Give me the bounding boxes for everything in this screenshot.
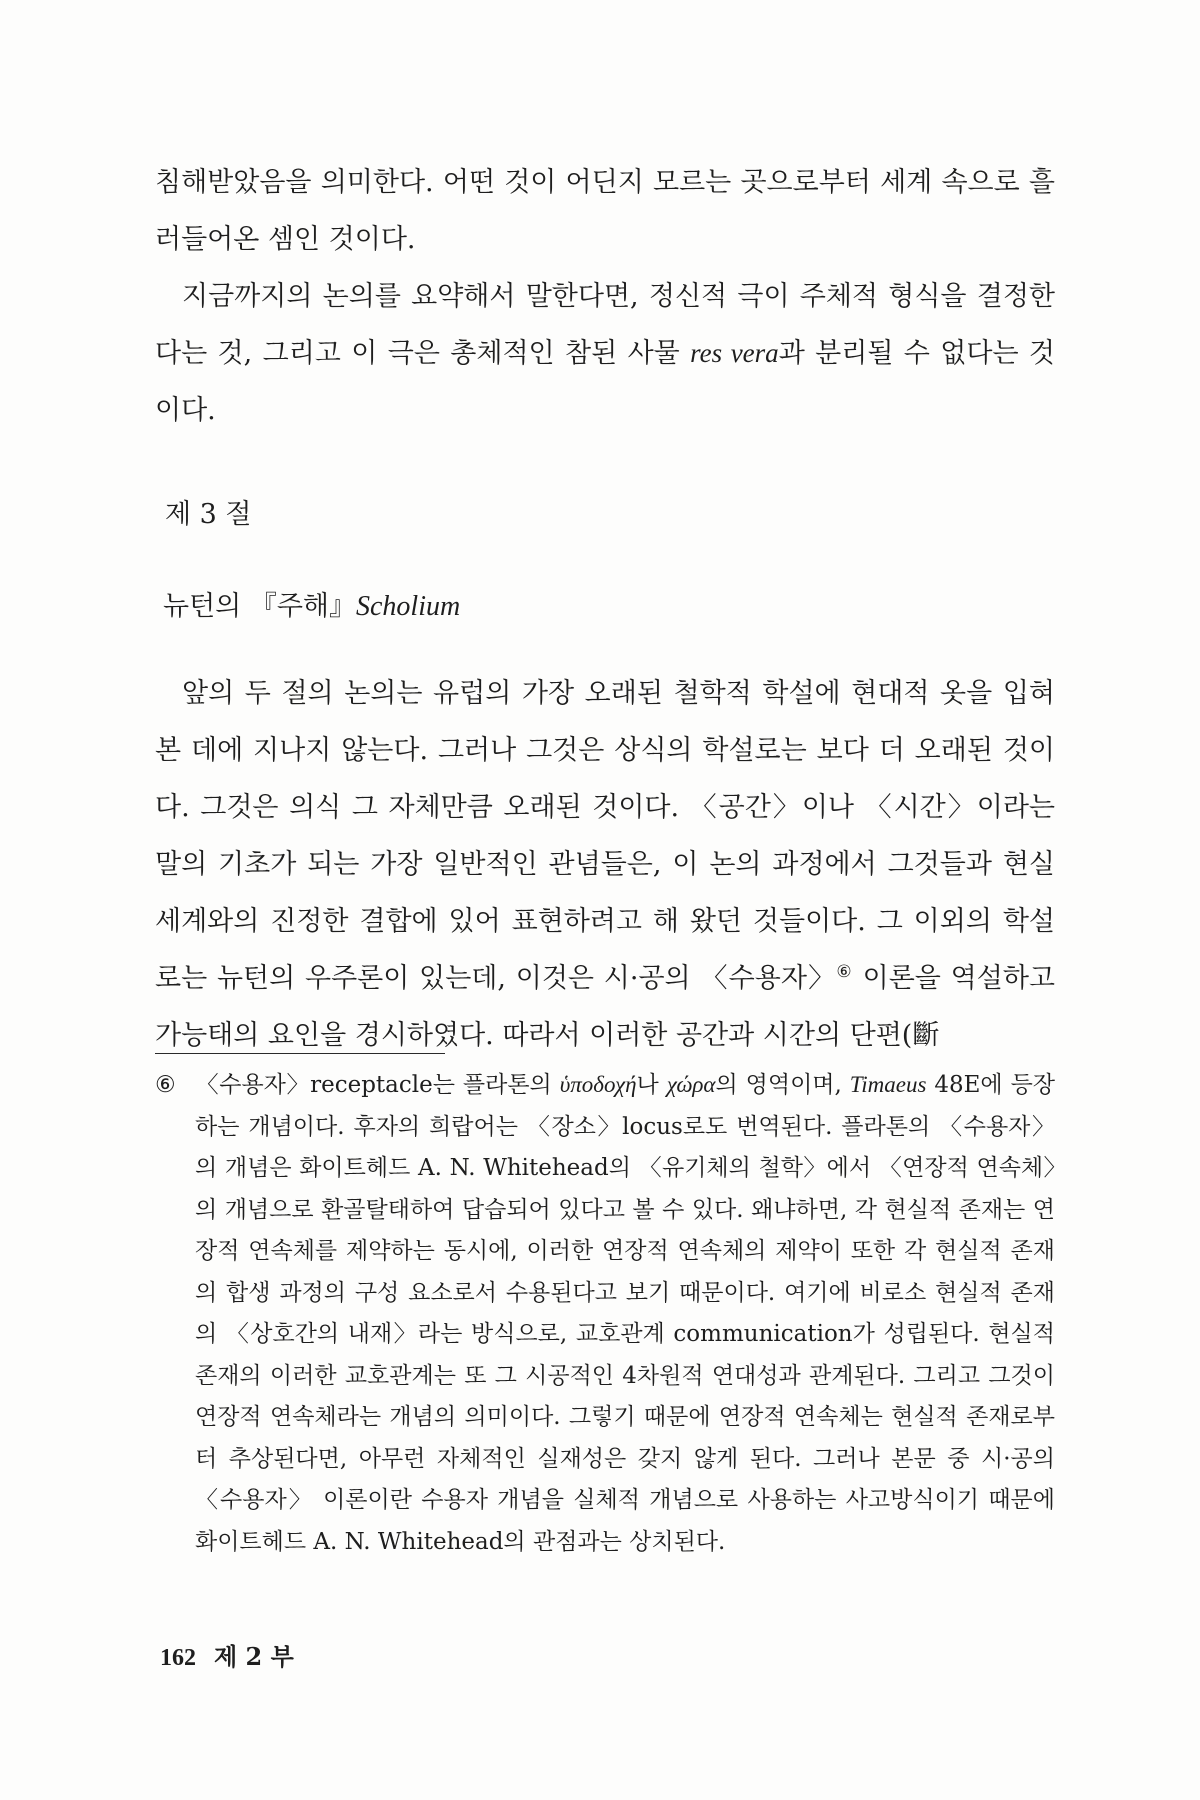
footnote-text-1: 〈수용자〉receptacle는 플라톤의 <box>195 1072 560 1098</box>
intro-paragraph-1: 침해받았음을 의미한다. 어떤 것이 어딘지 모르는 곳으로부터 세계 속으로 흘러들어온 셈인 것이다. <box>155 167 1055 255</box>
intro-text <box>155 154 1055 439</box>
footnote-latin-1: Timaeus <box>849 1072 927 1097</box>
intro-p2-latin: res vera <box>690 338 779 368</box>
section-paragraph <box>155 665 1055 1064</box>
footnote-greek-1: ὑποδοχή <box>559 1072 637 1097</box>
section-title <box>163 584 460 623</box>
page-number: 162 <box>160 1645 196 1671</box>
footnote-text-3: 의 영역이며, <box>715 1072 850 1098</box>
footnote <box>155 1064 1055 1563</box>
footnote-text-4: 48E에 등장하는 개념이다. 후자의 희랍어는 〈장소〉locus로도 번역된다. 플라톤의 〈수용자〉의 개념은 화이트헤드 A. N. Whitehead의 〈유기체의 철학〉에서 〈연장적 연속체〉의 개념으로 환골탈태하여 답습되어 있다고 볼 수 있다. 왜냐하면, 각 현실적 존재는 연장적 연속체를 제약하는 동시에, 이러한 연장적 연속체의 제약이 또한 각 현실적 존재의 합생 과정의 구성 요소로서 수용된다고 보기 때문이다. 여기에 비로소 현실적 존재의 〈상호간의 내재〉라는 방식으로, 교호관계 communication가 성립된다. 현실적 존재의 이러한 교호관계는 또 그 시공적인 4차원적 연대성과 관계된다. 그리고 그것이 연장적 연속체라는 개념의 의미이다. 그렇기 때문에 연장적 연속체는 현실적 존재로부터 추상된다면, 아무런 자체적인 실재성은 갖지 않게 된다. 그러나 본문 중 시·공의 〈수용자〉 이론이란 수용자 개념을 실체적 개념으로 사용하는 사고방식이기 때문에 화이트헤드 A. N. Whitehead의 관점과는 상치된다. <box>195 1072 1055 1555</box>
section-title-latin: Scholium <box>356 591 461 622</box>
part-label: 제 2 부 <box>214 1642 294 1671</box>
footnote-text-2: 나 <box>636 1072 667 1098</box>
footnote-marker: ⑥ <box>155 1072 176 1098</box>
section-body-before: 앞의 두 절의 논의는 유럽의 가장 오래된 철학적 학설에 현대적 옷을 입혀 본 데에 지나지 않는다. 그러나 그것은 상식의 학설로는 보다 더 오래된 것이다. 그것은 의식 그 자체만큼 오래된 것이다. 〈공간〉이나 〈시간〉이라는 말의 기초가 되는 가장 일반적인 관념들은, 이 논의 과정에서 그것들과 현실 세계와의 진정한 결합에 있어 표현하려고 해 왔던 것들이다. 그 이외의 학설로는 뉴턴의 우주론이 있는데, 이것은 시·공의 〈수용자〉 <box>155 678 1055 994</box>
page-footer <box>160 1637 294 1672</box>
footnote-reference: ⑥ <box>836 962 853 982</box>
intro-p2-before: 지금까지의 논의를 요약해서 말한다면, 정신적 극이 주체적 형식을 결정한다는 것, 그리고 이 극은 총체적인 참된 사물 <box>155 281 1055 369</box>
section-heading: 제 3 절 <box>165 499 252 530</box>
intro-p2-after: 과 분리될 수 없다는 것이다. <box>155 338 1056 426</box>
footnote-divider <box>155 1053 445 1054</box>
section-body <box>155 665 1055 1064</box>
section-body-after: 이론을 역설하고 가능태의 요인을 경시하였다. 따라서 이러한 공간과 시간의 단편(斷 <box>155 963 1055 1051</box>
footnote-greek-2: χώρα <box>666 1072 716 1097</box>
section-title-korean: 뉴턴의 『주해』 <box>163 591 356 622</box>
intro-paragraph-2 <box>155 268 1055 439</box>
